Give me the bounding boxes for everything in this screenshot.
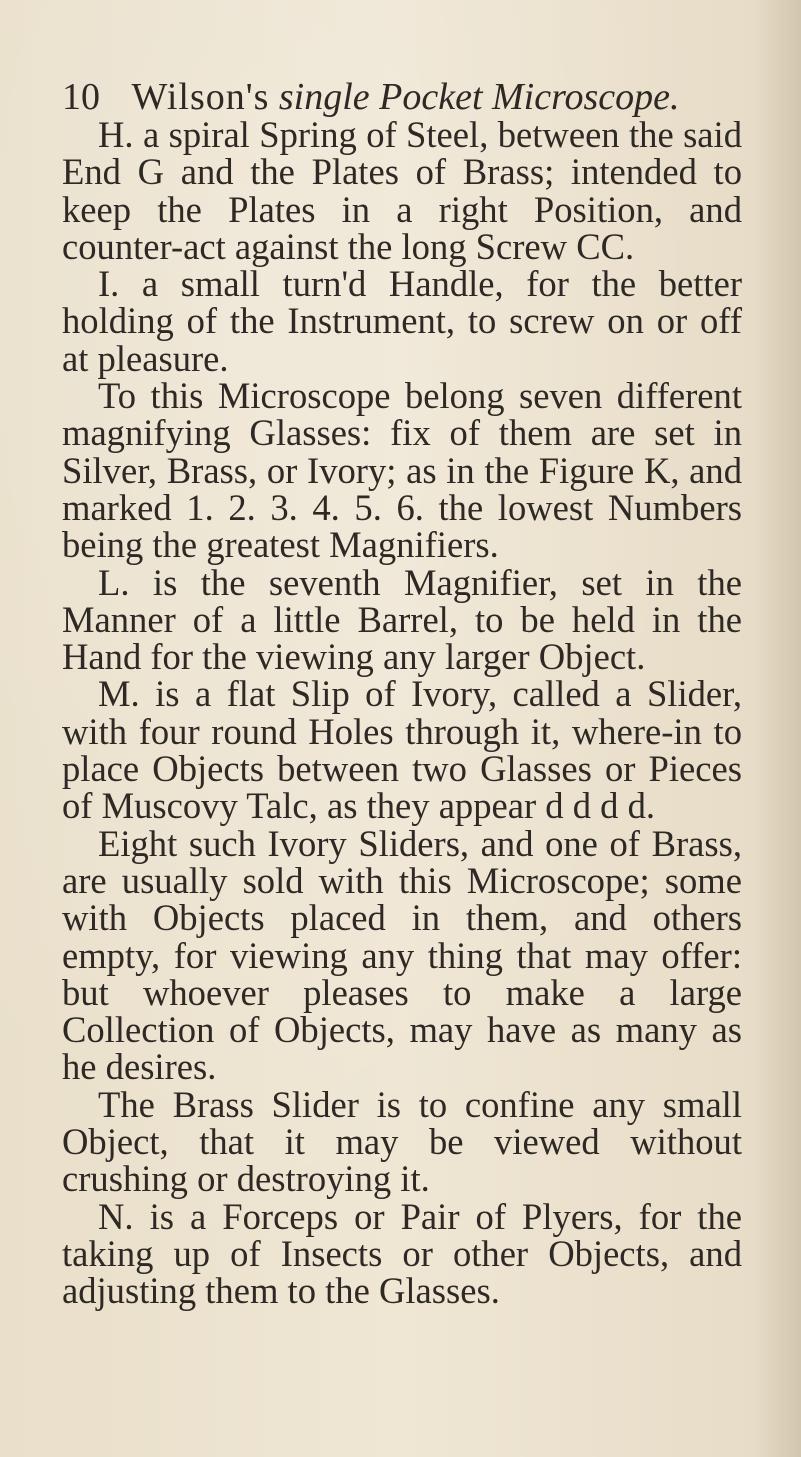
paragraph-brass-slider: The Brass Slider is to confine any small Object, that it may be viewed without crushing or destroying it. — [62, 1083, 742, 1200]
paragraph-sliders: Eight such Ivory Sliders, and one of Brass, are usually sold with this Microscope; some with Objects placed in them, and others empty, for viewing any thing that may offer: but whoever pleases to make a large Collection of Objects, may have as many as he desires. — [62, 822, 742, 1088]
header-subtitle: single Pocket Microscope. — [278, 76, 680, 118]
paragraph-magnifiers: To this Microscope belong seven different magnifying Glasses: fix of them are set in Silver, Brass, or Ivory; as in the Figure K, and marked 1. 2. 3. 4. 5. 6. the lowest Numbers being the greatest Magnifiers. — [62, 375, 742, 566]
page-number: 10 — [62, 76, 100, 118]
paragraph-l: L. is the seventh Magnifier, set in the Manner of a little Barrel, to be held in the Hand for the viewing any larger Object. — [62, 561, 742, 678]
paragraph-n: N. is a Forceps or Pair of Plyers, for the taking up of Insects or other Objects, and adjusting them to the Glasses. — [62, 1195, 742, 1312]
header-title: Wilson's — [131, 76, 270, 118]
body-text — [62, 116, 742, 1310]
paragraph-i: I. a small turn'd Handle, for the better holding of the Instrument, to screw on or off at pleasure. — [62, 263, 742, 379]
paragraph-h: H. a spiral Spring of Steel, between the said End G and the Plates of Brass; intended to keep the Plates in a right Position, and counter-act against the long Screw CC. — [62, 114, 742, 267]
page-edge-shadow — [753, 0, 801, 1457]
paragraph-m: M. is a flat Slip of Ivory, called a Slider, with four round Holes through it, where-in to place Objects between two Glasses or Pieces of Muscovy Talc, as they appear d d d d. — [62, 673, 742, 827]
